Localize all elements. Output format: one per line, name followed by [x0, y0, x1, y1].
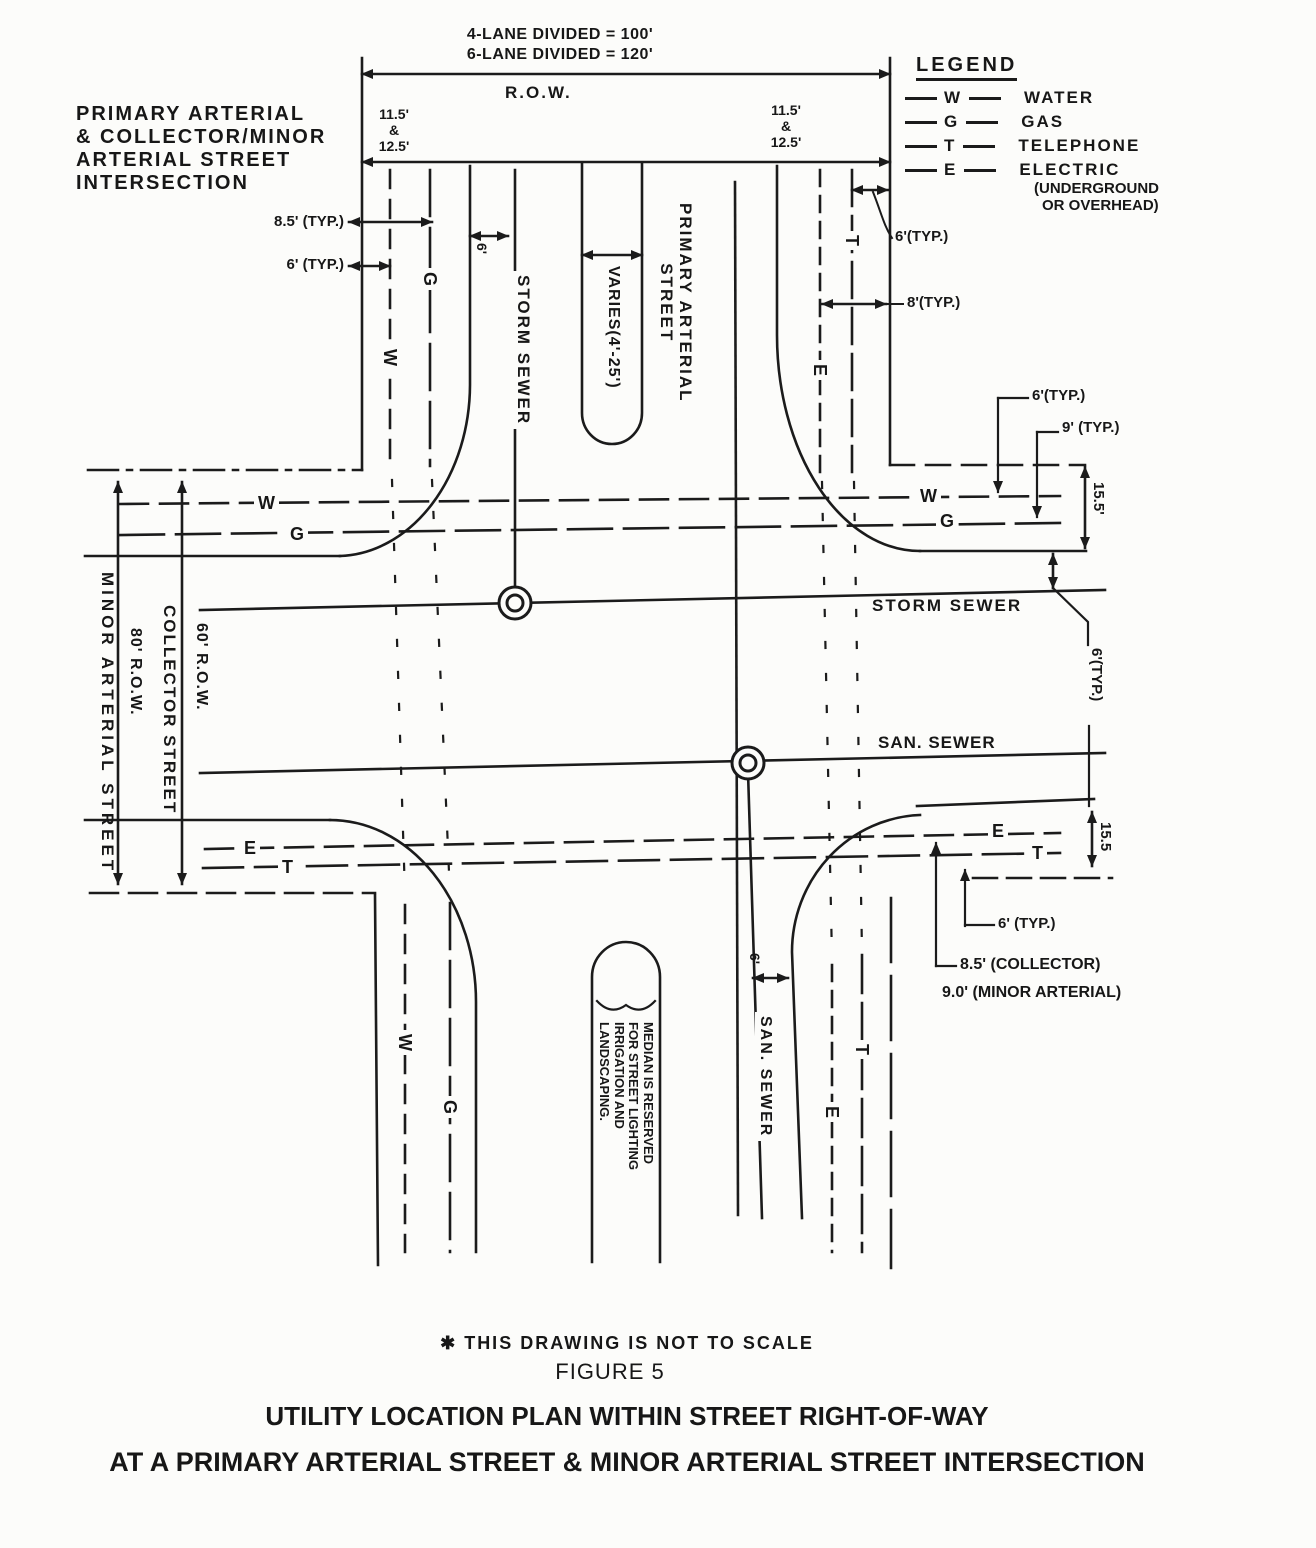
- sanitary-manhole-icon: [740, 755, 756, 771]
- median-note-line4: LANDSCAPING.: [597, 1022, 613, 1121]
- primary-arterial-line2: STREET: [657, 263, 676, 343]
- legend-label: ELECTRIC: [1019, 160, 1121, 179]
- water-line-letter: W: [378, 345, 400, 370]
- legend-line: [964, 169, 996, 172]
- dim-85-collector: 8.5' (COLLECTOR): [960, 956, 1101, 973]
- water-line-letter: W: [916, 486, 941, 508]
- intersection-note: [76, 103, 326, 195]
- row-80-label: 80' R.O.W.: [127, 628, 144, 716]
- median-note-line3: IRRIGATION AND: [612, 1022, 627, 1129]
- dim-6-storm-offset: 6': [474, 243, 490, 255]
- width-125: 12.5': [770, 134, 802, 150]
- legend-item-gas: [898, 112, 1064, 132]
- dim-85-typ: 8.5' (TYP.): [274, 213, 344, 230]
- intersection-note-line4: INTERSECTION: [76, 172, 249, 194]
- water-line-letter: W: [254, 493, 279, 515]
- dim-6-san-offset: 6': [747, 953, 763, 965]
- storm-sewer-label-vertical: STORM SEWER: [512, 271, 533, 429]
- width-125: 12.5': [378, 138, 410, 154]
- intersection-crossing-lines: [392, 480, 862, 958]
- legend-label: WATER: [1024, 88, 1095, 107]
- legend-label: TELEPHONE: [1018, 136, 1141, 155]
- drawing-title-line2: AT A PRIMARY ARTERIAL STREET & MINOR ARTERIAL STREET INTERSECTION: [109, 1447, 1145, 1477]
- drawing-title-line1: UTILITY LOCATION PLAN WITHIN STREET RIGHT-OF-WAY: [265, 1401, 989, 1431]
- san-sewer-label-vertical: SAN. SEWER: [755, 1012, 775, 1141]
- dim-9-typ: 9' (TYP.): [1062, 419, 1120, 436]
- legend-electric-note: [1034, 180, 1159, 214]
- electric-line-letter: E: [820, 1102, 842, 1122]
- telephone-line-letter: T: [850, 1040, 872, 1059]
- dim-6-typ-ne: 6'(TYP.): [895, 228, 949, 245]
- telephone-line-letter: T: [278, 857, 297, 879]
- electric-line-letter: E: [988, 821, 1008, 843]
- collector-street-label: COLLECTOR STREET: [160, 605, 179, 815]
- legend-label: GAS: [1021, 112, 1065, 131]
- legend-symbol: W: [944, 88, 963, 107]
- telephone-line-letter: T: [1028, 843, 1047, 865]
- legend-item-water: [898, 88, 1094, 108]
- legend-symbol: T: [944, 136, 957, 155]
- dim-6-typ-se: 6' (TYP.): [998, 915, 1056, 932]
- median-note-line2: FOR STREET LIGHTING: [626, 1022, 642, 1171]
- not-to-scale-note: ✱ THIS DRAWING IS NOT TO SCALE: [440, 1333, 814, 1353]
- legend-title: LEGEND: [916, 54, 1017, 81]
- row-60-label: 60' R.O.W.: [193, 623, 210, 711]
- legend-line: [905, 145, 937, 148]
- legend-electric-note-line2: OR OVERHEAD): [1042, 197, 1159, 214]
- median-reserved-note: [597, 1022, 655, 1170]
- minor-arterial-street-label: MINOR ARTERIAL STREET: [98, 572, 117, 875]
- width-115: 11.5': [771, 102, 801, 118]
- water-line-letter: W: [393, 1030, 415, 1055]
- median-varies-label: VARIES(4'-25'): [605, 266, 622, 389]
- intersection-note-line2: & COLLECTOR/MINOR: [76, 126, 327, 148]
- median-note-line1: MEDIAN IS RESERVED: [641, 1022, 656, 1165]
- width-amp: &: [388, 122, 400, 138]
- legend-symbol: E: [944, 160, 958, 179]
- storm-manhole-icon: [507, 595, 523, 611]
- legend-line: [905, 169, 937, 172]
- telephone-line-letter: T: [840, 231, 862, 250]
- dim-6-typ-east: 6'(TYP.): [1088, 648, 1105, 702]
- width-115: 11.5': [379, 106, 409, 122]
- primary-arterial-street-label: [657, 203, 695, 403]
- dim-4lane-row: 4-LANE DIVIDED = 100': [466, 26, 654, 43]
- electric-line-letter: E: [240, 838, 260, 860]
- intersection-note-line3: ARTERIAL STREET: [76, 149, 292, 171]
- dim-6-typ-row-offset: 6'(TYP.): [1032, 387, 1086, 404]
- gas-line-letter: G: [286, 524, 308, 546]
- dim-90-minor-arterial: 9.0' (MINOR ARTERIAL): [942, 984, 1122, 1001]
- dim-8-typ: 8'(TYP.): [907, 294, 961, 311]
- legend-line: [966, 121, 998, 124]
- dim-155-se: 15.5: [1097, 822, 1114, 852]
- san-sewer-label-horizontal: SAN. SEWER: [878, 733, 996, 752]
- legend-line: [905, 97, 937, 100]
- gas-line-letter: G: [936, 511, 958, 533]
- legend-line: [905, 121, 937, 124]
- legend-electric-note-line1: (UNDERGROUND: [1034, 180, 1159, 197]
- width-amp: &: [780, 118, 792, 134]
- legend-item-telephone: [898, 136, 1140, 156]
- gas-line-letter: G: [438, 1096, 460, 1118]
- electric-line-letter: E: [808, 360, 830, 380]
- gas-line-letter: G: [418, 268, 440, 290]
- storm-sewer-label-horizontal: STORM SEWER: [872, 596, 1023, 615]
- legend-item-electric: [898, 160, 1120, 180]
- dim-6-typ-left: 6' (TYP.): [286, 256, 344, 273]
- legend-line: [963, 145, 995, 148]
- dim-6lane-row: 6-LANE DIVIDED = 120': [466, 46, 654, 63]
- legend-line: [969, 97, 1001, 100]
- legend-symbol: G: [944, 112, 960, 131]
- intersection-note-line1: PRIMARY ARTERIAL: [76, 103, 306, 125]
- figure-number: FIGURE 5: [555, 1359, 665, 1384]
- primary-arterial-bottom-leg: [330, 772, 920, 1268]
- primary-arterial-line1: PRIMARY ARTERIAL: [676, 203, 695, 403]
- dim-155-ne: 15.5': [1090, 482, 1107, 515]
- row-label-top: R.O.W.: [505, 83, 572, 102]
- width-callout-left: [366, 106, 422, 154]
- width-callout-right: [758, 102, 814, 150]
